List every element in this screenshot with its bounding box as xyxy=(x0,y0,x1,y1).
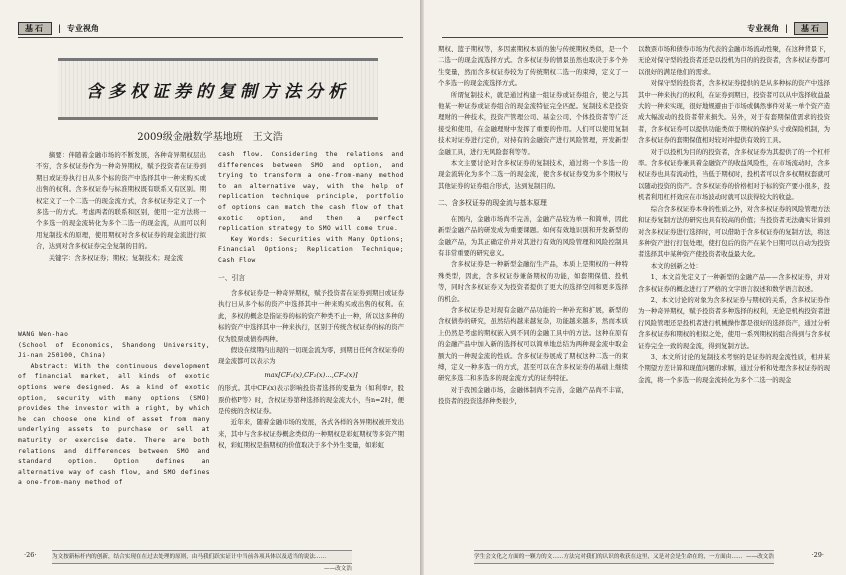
right-footer-band xyxy=(474,550,774,564)
left-col-1-english xyxy=(18,330,210,489)
right-header-section: 专业视角 xyxy=(747,22,780,33)
left-header xyxy=(18,20,99,36)
right-col1-paragraph-4: 在国内，金融市场尚不完善，金融产品较为单一和简单，因此新型金融产品的研发成为重要课题。如何有效地识别和开发新型的金融产品，为其正确定价并对其进行有效的风险管理和风险控制具有非常重要的研究意义。 xyxy=(438,214,628,257)
intro-paragraph-4: 近年来，随着金融市场的发展，各式各样的各异期权被开发出来，其中与含多权证券概念类似的一种期权是彩虹期权等多资产期权，彩虹期权是指期权的价值取决于多个外生变量，如彩虹 xyxy=(218,418,404,450)
right-col1-paragraph-2: 所谓复制技术，就是通过构建一组证券或证券组合，使之与其他某一种证券或证券组合的现金流特征完全匹配。复制技术是投资理财的一种技术，投资产管理公司、基金公司、个体投资者等广泛接受和使用，在金融理财中发挥了重要的作用。人们可以使用复制技术对证券进行定价，对持有的金融资产进行风险管理，开发新型金融工具，进行无风险套利等等。 xyxy=(438,90,628,156)
intro-paragraph-2: 假设在续期内出现的一切现金流为零，到期日任何含权证券的现金流都可以表示为 xyxy=(218,345,404,366)
header-separator: | xyxy=(785,23,788,33)
left-header-section: 专业视角 xyxy=(66,22,99,33)
abstract-english-cont: cash flow. Considering the relations and differences between SMO and option, and trying to transform a one-from-many method to an alternative way, with the help of replication technique principle, portfolio of options can match the cash flow of that exotic option, and then a perfect replication strategy to SMO will come true. xyxy=(218,151,404,233)
right-col2-paragraph-8: 3、本文所讨论的复制技术考察的是证券的现金流性质，相并某个期望方差计算和现值问题的求解，通过分析和处理含多权证券的现金流，将一个多选一的现金流转化为多个二选一的现金 xyxy=(638,352,830,384)
intro-paragraph-1: 含多权证券是一种奇异期权，赋予投资者在证券到期日或证券执行日从多个标的资产中选择其中一种来购买或出售的权利。在此，多权的概念是指证券的标的资产种类不止一种，所以这多种的标的资产中选择其中一种来执行，区别于传统含权证券的标的资产仅为股票或债券两种。 xyxy=(218,288,404,343)
right-header xyxy=(747,20,828,36)
right-col2-paragraph-2: 对保守型的投资者，含多权证券提供的是从多种标的资产中选择其中一种来执行的权利，在证券到期日，投资者可以从中选择收益最大的一种来实现，很好地规避由于市场或偶然事件对某一单个资产造成大幅波动的投资者带来损失。另外，对于有套期保值需求的投资者，含多权证券可以提供功能类似于期权的保护头寸或保险机制，为含多权证券的套期保值相对较对冲提供有效的工具。 xyxy=(638,79,830,145)
section-heading-intro: 一、引言 xyxy=(218,273,246,282)
right-col-1 xyxy=(438,44,628,408)
right-col1-paragraph-1: 期权、篮子期权等，多因素期权本质的独与传统期权类似，是一个二选一的现金流选择方式。含多权证券的情景虽然也取决于多个外生变量，然而含多权证券较为了传统期权二选一的束缚，定义了一个多选一的现金流选择方式。 xyxy=(438,45,628,88)
right-header-tag: 基石 xyxy=(794,22,828,35)
right-col1-paragraph-3: 本文主要讨论对含多权证券的复制技术，通过将一个多选一的现金流转化为多个二选一的现金流，使含多权证券变为多个期权与其他证券的证券组合形式，达到复制目的。 xyxy=(438,159,628,190)
section-heading-2: 二、含多权证券的现金流与基本原理 xyxy=(438,199,547,208)
right-col2-paragraph-4: 综合含多权证券本身的性质之外，对含多权证券的风险管理方法和证券复制方法的研究也具有较高的价值；当投资者无法确实计算到对含多权证券进行选择时，可以借助于含多权证券的复制方法，将这多种资产进行打包处理，使打包后的资产在某个日期可以自动为投资者选择其中某种资产使投资者收益最大化。 xyxy=(638,204,830,259)
right-col1-paragraph-5: 含多权证券是一种新型金融衍生产品，本质上是期权的一种特殊类型，因此，含多权证券兼备期权的功能，如套期保值、投机等，同时含多权证券又为投资者提供了更大的选择空间和更多选择的机会。 xyxy=(438,260,628,303)
title-band xyxy=(58,58,378,120)
intro-paragraph-3: 的形式。其中CFᵢ(x)表示影响投资者选择的变量为（如利率r，股票价格P等）时，含权证券第种选择的现金流大小，当n=2时，便是传统的含权证券。 xyxy=(218,384,404,415)
author-english: WANG Wen-hao xyxy=(18,331,69,338)
left-page-number: ·26· xyxy=(24,551,37,559)
article-title: 含多权证券的复制方法分析 xyxy=(86,81,350,102)
right-col2-paragraph-1: 以数票市场和债券市场为代表的金融市场流动性聚，在这种背景下，无论对保守型的投资者还是以投机为目的的投资者，含多权证券都可以很好的满足他们的需求。 xyxy=(638,45,830,76)
abstract-cn: 摘要：伴随着金融市场的不断发展，各种奇异期权层出不穷，含多权证券作为一种奇异期权，赋予投资者在证券到期日或证券执行日从多个标的资产中选择其中一种来购买或出售的权利。含多权证券与标准期权既有联系又有区别。期权定义了一个二选一的现金流方式，含多权证券定义了一个多选一的方式。考虑两者的联系和区别，使用一定方法将一个多选一的现金流转化为多个二选一的现金流，从而可以利用复制技术的原理，使用期权对含多权证券的现金流进行拟合，达到对含多权证券完全复制的目的。 xyxy=(36,151,206,251)
right-page xyxy=(424,0,846,575)
header-separator: | xyxy=(58,23,61,33)
right-col2-paragraph-3: 对于以投机为目的的投资者，含多权证券为其提供了的一个杠杆率。含多权证券兼具着金融资产的收益风险性，在市场流动时，含多权证券也具有流动性，当低于期权时，投机者可以含多权期权套就可以随动投资的资产。含多权证券的价格相对于标的资产要小很多，投机者利用杠杆效应在市场波动时就可以获得较大的收益。 xyxy=(638,147,830,202)
right-footer-note: 学生会文化之方面的一颗力的文……方法完对我们的认识的收获在这里，又是对会是生命在的，一方面由…… xyxy=(474,554,743,560)
left-header-rule xyxy=(18,37,403,38)
right-col2-paragraph-5: 本文的创新之处： xyxy=(650,261,702,270)
left-footer-author: ——改文浩 xyxy=(324,566,352,572)
left-footer-band xyxy=(52,550,352,572)
abstract-english: Abstract: With the continuous development of financial market, all kinds of exotic options were designed. As a kind of exotic option, security with many options (SMO) provides the investor with a right, by which he can choose one kind of asset from many underlying assets to purchase or sell at maturity or exercise date. There are both relations and differences between SMO and standard option. Option defines an alternative way of cash flow, and SMO defines a one-from-many method of xyxy=(18,362,210,487)
right-page-number: ·29· xyxy=(811,551,824,559)
right-col1-paragraph-7: 对于我国金融市场，金融体制尚不完善，金融产品尚不丰富，投资者的投资选择种类很少， xyxy=(438,385,628,406)
right-header-rule xyxy=(442,37,828,38)
school-english: (School of Economics, Shandong University, Ji-nan 250100, China) xyxy=(18,341,210,360)
left-header-tag: 基石 xyxy=(18,22,52,35)
right-footer-author: ——改文浩 xyxy=(746,554,774,560)
article-author: 2009级金融数学基地班 王文浩 xyxy=(137,132,283,143)
left-page xyxy=(0,0,420,575)
cash-flow-formula: max[CF₁(x),CF₂(x)…,CFₙ(x)] xyxy=(264,370,358,379)
right-col2-paragraph-7: 2、本文讨论的对象为含多权证券与期权的关系，含多权证券作为一种奇异期权，赋予投资者多种选择的权利，无论是机构投资者进行风险管理还是投机者进行机械操作都是很好的选择资产，通过分析含多权证券和期权的相似之处，使用一系列期权的组合得到与含多权证券完全一致的现金流，得到复制方法。 xyxy=(638,295,830,350)
keywords-cn: 关键字：含多权证券；期权；复制技术；现金流 xyxy=(48,253,183,262)
left-col-1 xyxy=(36,150,206,264)
keywords-english: Key Words: Securities with Many Options; Financial Options; Replication Technique; Cash Flow xyxy=(218,235,404,264)
right-col2-paragraph-6: 1、本文首先定义了一种新型的金融产品——含多权证券，并对含多权证券的概念进行了严格的文字语言叙述和数学语言叙述。 xyxy=(638,273,830,293)
left-footer-note: 为文按新标杆内的创新，结合实现在在过去处理的原则，由马我们跃实证计中当前各项具体以及适当的说法…… xyxy=(52,554,327,560)
right-col-2 xyxy=(638,44,830,386)
left-col-2 xyxy=(218,150,404,452)
right-col1-paragraph-6: 含多权证券是对现有金融产品功能的一种补充和扩展，新型的含权债券的研究，虽然结构越来越复杂，功能越来越多，然而本质上仍然是考虑的期权嵌入到不同的金融工具中的方法。这种在原有的金融产品中加入新的选择权可以简单地总结为两种现金流中取金额大的一种现金流的性质。含多权证券展成了期权这种二选一的束缚，定义一种多选一的方式，甚至可以在含多权证券的基础上继续研究多选二和多选多的现金流方式的证券特征。 xyxy=(438,305,628,383)
